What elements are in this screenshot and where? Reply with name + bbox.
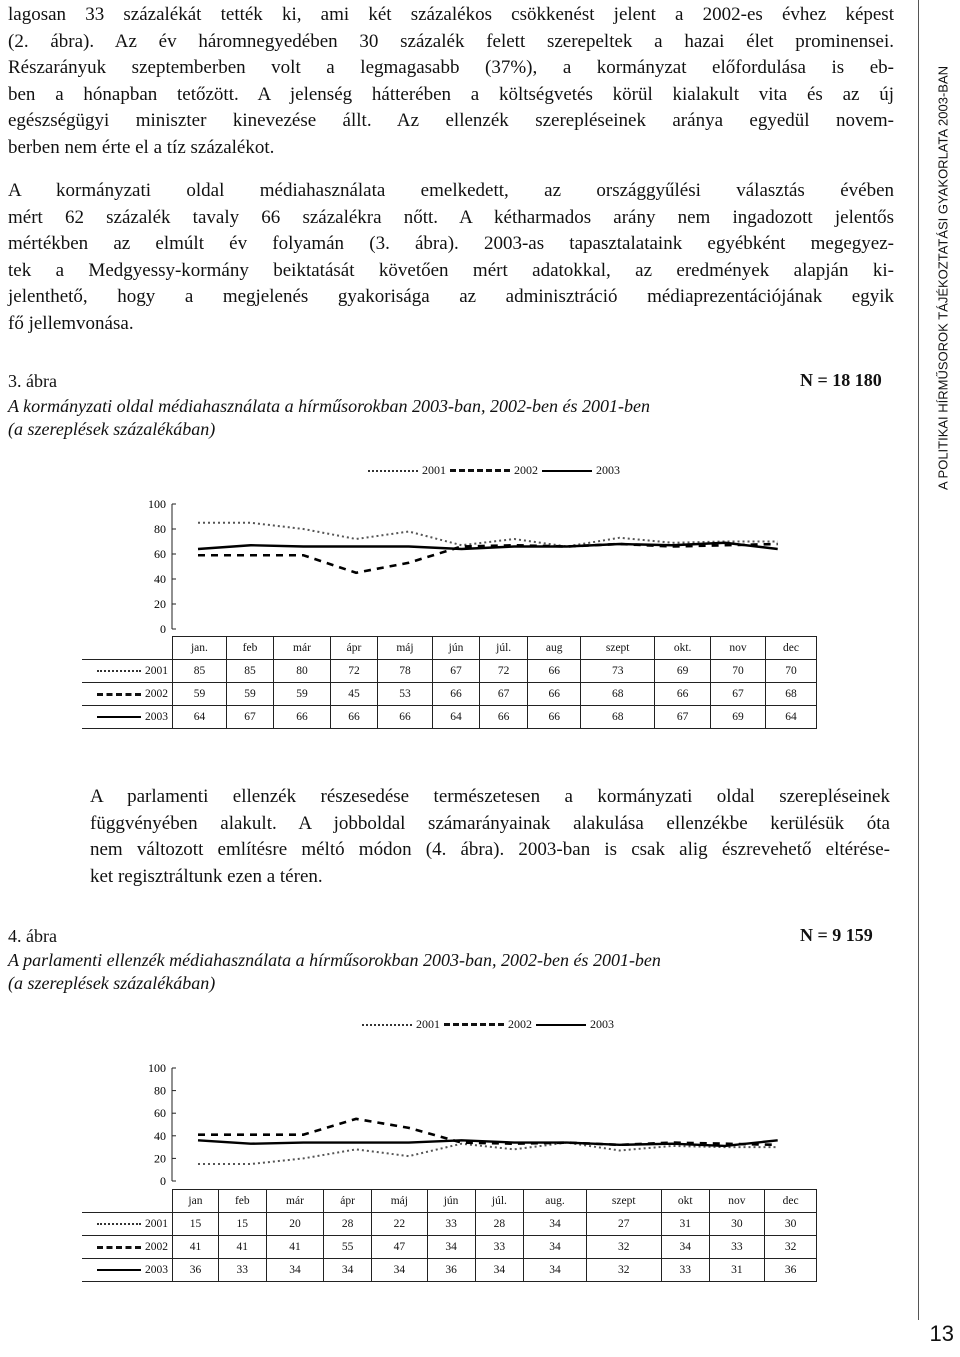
series-2001-line [198, 523, 778, 547]
series-swatch [97, 716, 141, 718]
table-cell: 64 [173, 706, 227, 729]
legend-2001-swatch [368, 470, 418, 472]
text-line: lagosan 33 százalékát tették ki, ami két százalékos csökkenést jelent a 2002-es évhez képest [8, 4, 894, 25]
caption-line: A parlamenti ellenzék médiahasználata a hírműsorokban 2003-ban, 2002-ben és 2001-ben [8, 950, 661, 970]
month-header: ápr [330, 637, 377, 660]
table-cell: 73 [581, 660, 655, 683]
series-name: 2002 [145, 688, 168, 700]
table-cell: 66 [528, 660, 581, 683]
series-2001-line [198, 1143, 778, 1164]
fig4-caption [8, 949, 661, 995]
text-line: nem változott említésre méltó módon (4. ábra). 2003-ban is csak alig észrevehető eltérése- [90, 839, 890, 860]
month-header: aug. [524, 1190, 586, 1213]
series-label [82, 1236, 173, 1259]
table-cell: 22 [372, 1213, 428, 1236]
table-cell: 80 [274, 660, 331, 683]
table-cell: 53 [378, 683, 433, 706]
series-name: 2001 [145, 1218, 168, 1230]
y-tick-label: 80 [154, 522, 166, 536]
table-cell: 47 [372, 1236, 428, 1259]
text-line: ket regisztráltunk ezen a téren. [90, 865, 323, 887]
y-tick-label: 20 [154, 597, 166, 611]
legend-2002-swatch [444, 1023, 504, 1026]
series-label [82, 683, 173, 706]
month-header: már [266, 1190, 324, 1213]
fig4-chart [110, 1062, 820, 1192]
table-cell: 64 [432, 706, 479, 729]
table-cell: 27 [586, 1213, 661, 1236]
table-cell: 31 [661, 1213, 709, 1236]
table-cell: 31 [709, 1259, 765, 1282]
y-tick-label: 100 [148, 497, 166, 511]
month-header: nov [711, 637, 766, 660]
table-cell: 59 [274, 683, 331, 706]
series-label [82, 706, 173, 729]
month-header: jún [427, 1190, 475, 1213]
fig4-n: N = 9 159 [800, 925, 873, 945]
table-cell: 41 [173, 1236, 219, 1259]
table-cell: 20 [266, 1213, 324, 1236]
margin-rule [918, 0, 919, 1320]
table-cell: 33 [427, 1213, 475, 1236]
fig4-data-table [82, 1189, 817, 1282]
table-cell: 30 [709, 1213, 765, 1236]
month-header: máj [378, 637, 433, 660]
table-row [82, 706, 817, 729]
text-line: ben a hónapban tetőzött. A jelenség hátterében a költségvetés körül kialakult vita és az új [8, 83, 894, 105]
fig3-data-table [82, 636, 817, 729]
table-cell: 33 [709, 1236, 765, 1259]
running-header-vertical: A POLITIKAI HÍRMŰSOROK TÁJÉKOZTATÁSI GYAKORLATA 2003-BAN [935, 65, 951, 491]
table-cell: 85 [173, 660, 227, 683]
month-header: okt [661, 1190, 709, 1213]
series-name: 2003 [145, 711, 168, 723]
month-header: júl. [480, 637, 528, 660]
fig3-chart [110, 497, 820, 640]
table-cell: 15 [173, 1213, 219, 1236]
table-cell: 34 [524, 1259, 586, 1282]
page-number: 13 [929, 1321, 954, 1346]
table-cell: 66 [528, 706, 581, 729]
table-cell: 66 [274, 706, 331, 729]
table-cell: 59 [173, 683, 227, 706]
table-cell: 78 [378, 660, 433, 683]
table-cell: 72 [480, 660, 528, 683]
table-cell: 32 [586, 1259, 661, 1282]
text-line: A kormányzati oldal médiahasználata emelkedett, az országgyűlési választás évében [8, 180, 894, 201]
month-header: júl. [475, 1190, 524, 1213]
text-line: A parlamenti ellenzék részesedése természetesen a kormányzati oldal szerepléseinek [90, 786, 890, 807]
table-cell: 34 [427, 1236, 475, 1259]
table-row [82, 660, 817, 683]
fig4-legend: 2001 2002 2003 [362, 1017, 614, 1032]
table-cell: 72 [330, 660, 377, 683]
table-cell: 59 [226, 683, 273, 706]
table-cell: 67 [711, 683, 766, 706]
paragraph-1 [8, 2, 894, 161]
table-cell: 66 [330, 706, 377, 729]
month-header: máj [372, 1190, 428, 1213]
y-tick-label: 100 [148, 1061, 166, 1075]
table-cell: 67 [226, 706, 273, 729]
month-header: dec [765, 1190, 817, 1213]
caption-line: (a szereplések százalékában) [8, 973, 216, 993]
table-cell: 66 [655, 683, 711, 706]
fig4-label: 4. ábra [8, 926, 57, 946]
table-cell: 64 [765, 706, 816, 729]
text-line: (2. ábra). Az év háromnegyedében 30 százalék felett szerepeltek a hazai élet prominensei. [8, 30, 894, 52]
y-tick-label: 0 [160, 622, 166, 636]
table-cell: 36 [765, 1259, 817, 1282]
table-cell: 34 [266, 1259, 324, 1282]
text-line: Részarányuk szeptemberben volt a legmagasabb (37%), a kormányzat előfordulása is eb- [8, 57, 894, 78]
table-cell: 36 [173, 1259, 219, 1282]
y-tick-label: 60 [154, 547, 166, 561]
table-cell: 33 [218, 1259, 266, 1282]
table-cell: 34 [324, 1259, 372, 1282]
table-cell: 66 [378, 706, 433, 729]
table-cell: 70 [765, 660, 816, 683]
fig3-label: 3. ábra [8, 371, 57, 391]
y-tick-label: 40 [154, 1128, 166, 1143]
table-row [82, 1213, 817, 1236]
series-label [82, 1213, 173, 1236]
text-line: fő jellemvonása. [8, 312, 134, 334]
table-cell: 33 [661, 1259, 709, 1282]
series-swatch [97, 1269, 141, 1271]
month-header: feb [226, 637, 273, 660]
table-cell: 68 [765, 683, 816, 706]
legend-2001-swatch [362, 1024, 412, 1026]
table-cell: 34 [524, 1236, 586, 1259]
month-header: jún [432, 637, 479, 660]
paragraph-2 [8, 178, 894, 337]
table-row [82, 1236, 817, 1259]
table-cell: 85 [226, 660, 273, 683]
month-header: jan [173, 1190, 219, 1213]
table-cell: 67 [432, 660, 479, 683]
table-cell: 69 [655, 660, 711, 683]
table-cell: 34 [475, 1259, 524, 1282]
text-line: függvényében alakult. A jobboldal számarányainak alakulása ellenzékbe kerülésük óta [90, 812, 890, 834]
month-header: jan. [173, 637, 227, 660]
table-cell: 36 [427, 1259, 475, 1282]
month-header: dec [765, 637, 816, 660]
table-cell: 28 [324, 1213, 372, 1236]
table-cell: 68 [581, 683, 655, 706]
series-swatch [97, 1246, 141, 1249]
table-cell: 66 [480, 706, 528, 729]
table-cell: 33 [475, 1236, 524, 1259]
month-header: ápr [324, 1190, 372, 1213]
table-cell: 45 [330, 683, 377, 706]
table-cell: 67 [480, 683, 528, 706]
y-tick-label: 80 [154, 1083, 166, 1098]
table-cell: 32 [586, 1236, 661, 1259]
series-name: 2001 [145, 665, 168, 677]
table-cell: 66 [528, 683, 581, 706]
table-cell: 69 [711, 706, 766, 729]
legend-2002-swatch [450, 469, 510, 472]
y-tick-label: 60 [154, 1106, 166, 1121]
fig3-caption [8, 395, 650, 441]
series-swatch [97, 693, 141, 696]
y-tick-label: 20 [154, 1151, 166, 1166]
table-cell: 28 [475, 1213, 524, 1236]
legend-2003-swatch [542, 470, 592, 472]
table-cell: 34 [372, 1259, 428, 1282]
line-chart [110, 1062, 820, 1187]
table-cell: 41 [266, 1236, 324, 1259]
table-cell: 15 [218, 1213, 266, 1236]
table-cell: 32 [765, 1236, 817, 1259]
table-corner [82, 637, 173, 660]
fig3-n: N = 18 180 [800, 370, 882, 390]
caption-line: A kormányzati oldal médiahasználata a hírműsorokban 2003-ban, 2002-ben és 2001-ben [8, 396, 650, 416]
series-swatch [97, 670, 141, 672]
month-header: feb [218, 1190, 266, 1213]
paragraph-3 [90, 784, 890, 890]
table-cell: 34 [661, 1236, 709, 1259]
y-tick-label: 0 [160, 1174, 166, 1188]
table-cell: 70 [711, 660, 766, 683]
table-cell: 67 [655, 706, 711, 729]
line-chart [110, 497, 820, 636]
series-name: 2003 [145, 1264, 168, 1276]
series-label [82, 660, 173, 683]
series-swatch [97, 1223, 141, 1225]
table-cell: 34 [524, 1213, 586, 1236]
table-row [82, 683, 817, 706]
text-line: berben nem érte el a tíz százalékot. [8, 136, 275, 158]
fig3-legend: 2001 2002 2003 [368, 463, 620, 478]
legend-2003-swatch [536, 1024, 586, 1026]
month-header: szept [581, 637, 655, 660]
text-line: tek a Medgyessy-kormány beiktatását követően mért adatokkal, az eredmények alapján ki- [8, 259, 894, 281]
month-header: nov [709, 1190, 765, 1213]
text-line: mért 62 százalék tavaly 66 százalékra nőtt. A kétharmados arány nem ingadozott jelentős [8, 206, 894, 228]
text-line: egészségügyi miniszter kinevezése állt. Az ellenzék szerepléseinek aránya egyedül novem- [8, 110, 894, 131]
month-header: okt. [655, 637, 711, 660]
month-header: már [274, 637, 331, 660]
table-cell: 30 [765, 1213, 817, 1236]
table-corner [82, 1190, 173, 1213]
caption-line: (a szereplések százalékában) [8, 419, 216, 439]
month-header: szept [586, 1190, 661, 1213]
table-cell: 41 [218, 1236, 266, 1259]
series-name: 2002 [145, 1241, 168, 1253]
y-tick-label: 40 [154, 572, 166, 586]
table-cell: 66 [432, 683, 479, 706]
table-row [82, 1259, 817, 1282]
text-line: mértékben az elmúlt év folyamán (3. ábra). 2003-as tapasztalataink egyébként megegyez- [8, 233, 894, 254]
table-cell: 55 [324, 1236, 372, 1259]
series-label [82, 1259, 173, 1282]
month-header: aug [528, 637, 581, 660]
table-cell: 68 [581, 706, 655, 729]
text-line: jelenthető, hogy a megjelenés gyakorisága az adminisztráció médiaprezentációjának egyik [8, 286, 894, 307]
